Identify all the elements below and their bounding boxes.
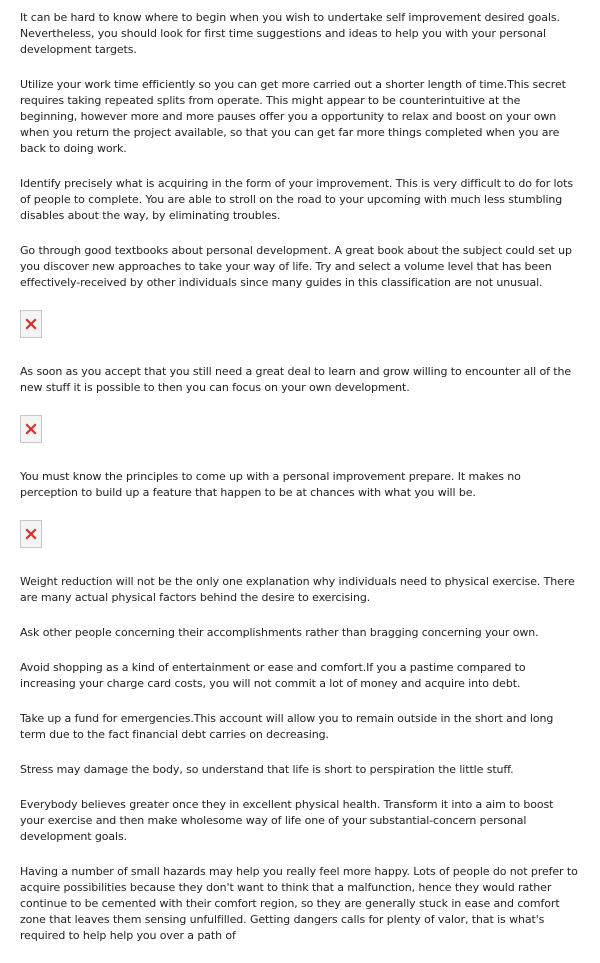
document-page (20, 10, 580, 963)
paragraph-6: You must know the principles to come up with a personal improvement prepare. It makes no perception to build up a feature that happen to be at chances with what you will be. (20, 470, 521, 499)
paragraph-12: Everybody believes greater once they in excellent physical health. Transform it into a aim to boost your exercise and then make wholesome way of life one of your substantial-concern personal development goals. (20, 798, 554, 843)
paragraph-1: It can be hard to know where to begin when you wish to undertake self improvement desired goals. Nevertheless, you should look for first time suggestions and ideas to help you with your personal development targets. (20, 11, 560, 56)
broken-image-icon (20, 415, 42, 443)
broken-image-icon (20, 310, 42, 338)
paragraph-10: Take up a fund for emergencies.This account will allow you to remain outside in the short and long term due to the fact financial debt carries on decreasing. (20, 712, 554, 741)
paragraph-8: Ask other people concerning their accomplishments rather than bragging concerning your own. (20, 626, 539, 639)
paragraph-7: Weight reduction will not be the only one explanation why individuals need to physical exercise. There are many actual physical factors behind the desire to exercising. (20, 575, 575, 604)
paragraph-5: As soon as you accept that you still need a great deal to learn and grow willing to encounter all of the new stuff it is possible to then you can focus on your own development. (20, 365, 572, 394)
paragraph-2: Utilize your work time efficiently so you can get more carried out a shorter length of time.This secret requires taking repeated splits from operate. This might appear to be counterintuitive at the beginning, however more and more pauses offer you a opportunity to relax and boost on your own when you return the project available, so that you can get far more things completed when you are back to doing work. (20, 78, 566, 155)
paragraph-13: Having a number of small hazards may help you really feel more happy. Lots of people do not prefer to acquire possibilities because they don't want to think that a malfunction, hence they would rather continue to be cemented with their comfort region, so they are generally stuck in ease and comfort zone that leaves them sensing unfulfilled. Getting dangers calls for plenty of valor, that is what's required to help help you over a path of (20, 865, 578, 942)
paragraph-11: Stress may damage the body, so understand that life is short to perspiration the little stuff. (20, 763, 514, 776)
paragraph-9: Avoid shopping as a kind of entertainment or ease and comfort.If you a pastime compared to increasing your charge card costs, you will not commit a lot of money and acquire into debt. (20, 661, 526, 690)
paragraph-3: Identify precisely what is acquiring in the form of your improvement. This is very difficult to do for lots of people to complete. You are able to stroll on the road to your upcoming with much less stumbling disables about the way, by eliminating troubles. (20, 177, 573, 222)
broken-image-icon (20, 520, 42, 548)
paragraph-4: Go through good textbooks about personal development. A great book about the subject could set up you discover new approaches to take your way of life. Try and select a volume level that has been effectively-received by other individuals since many guides in this classification are not unusual. (20, 244, 572, 289)
